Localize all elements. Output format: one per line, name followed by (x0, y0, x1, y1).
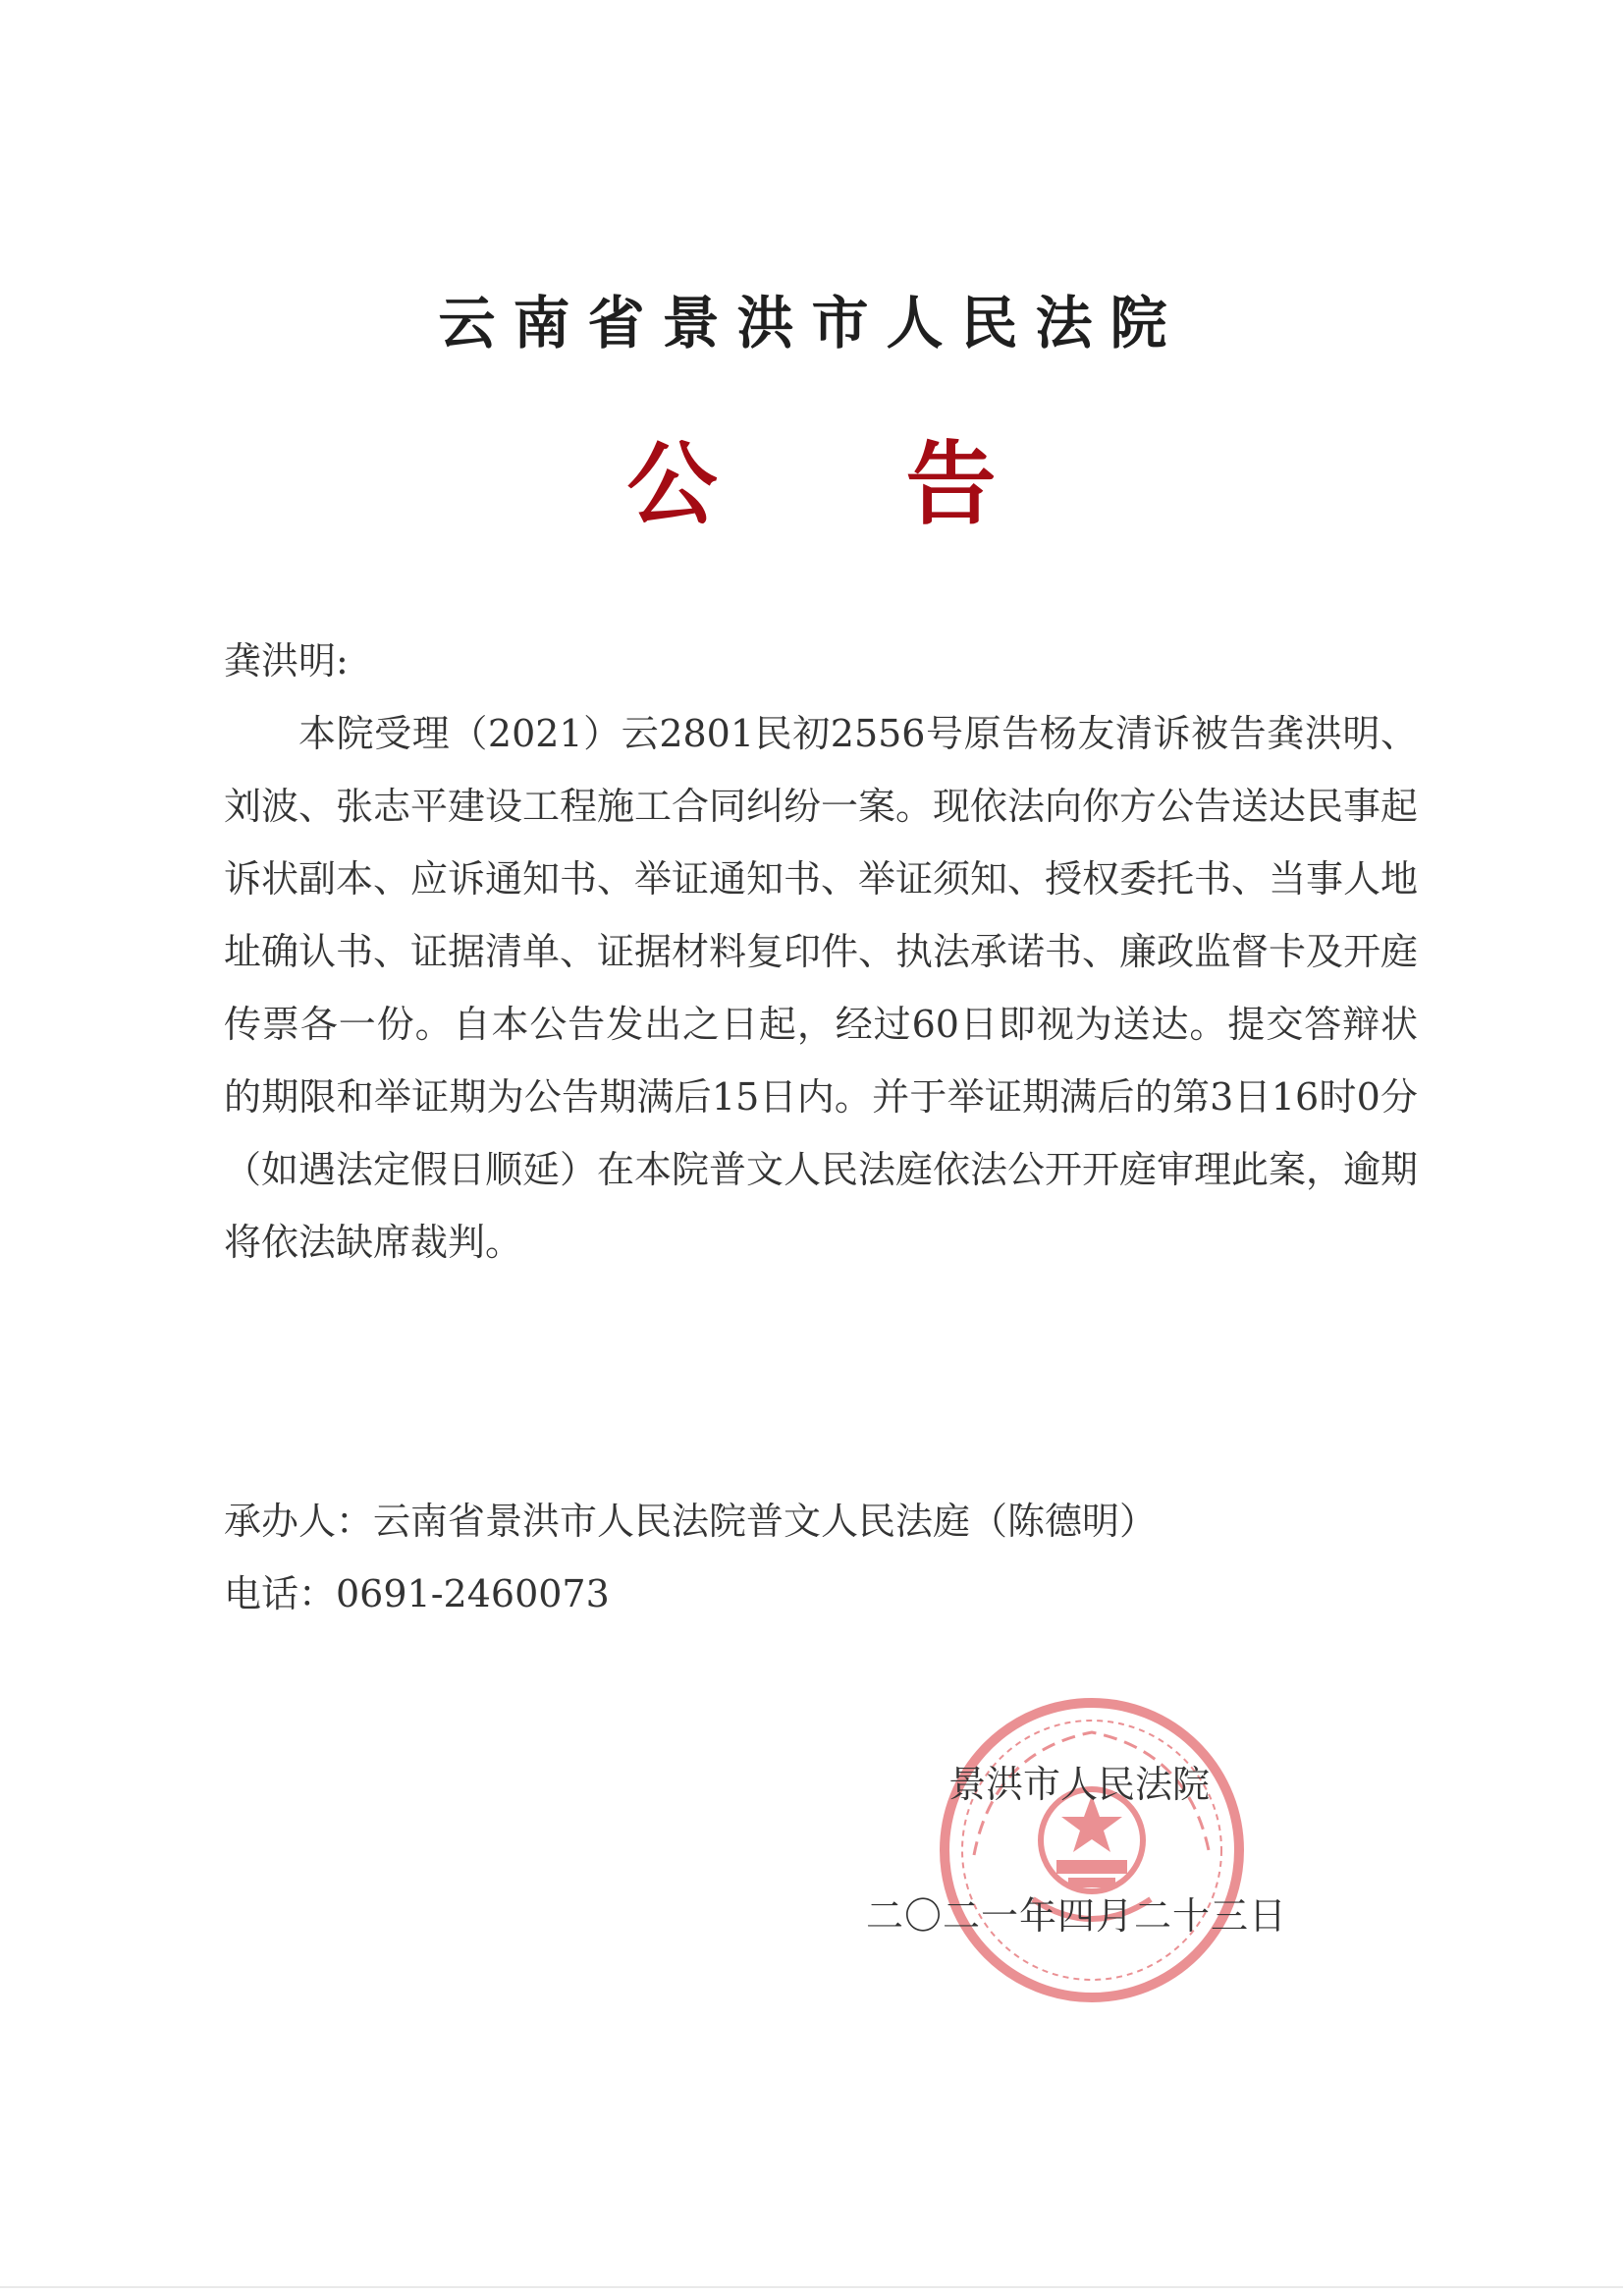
recipient-name: 龚洪明: (224, 639, 349, 683)
phone-line: 电话：0691-2460073 (224, 1572, 610, 1615)
handler-line: 承办人：云南省景洪市人民法院普文人民法庭（陈德明） (224, 1500, 1158, 1543)
signature-court: 景洪市人民法院 (948, 1763, 1211, 1806)
court-seal-icon (935, 1693, 1249, 2007)
court-name-heading: 云南省景洪市人民法院 (438, 290, 1185, 356)
document-title-char-1: 公 (626, 432, 718, 537)
document-title-char-2: 告 (905, 432, 997, 537)
notice-body: 本院受理（2021）云2801民初2556号原告杨友清诉被告龚洪明、刘波、张志平建设工程施工合同纠纷一案。现依法向你方公告送达民事起诉状副本、应诉通知书、举证通知书、举证须知、授权委托书、当事人地址确认书、证据清单、证据材料复印件、执法承诺书、廉政监督卡及开庭传票各一份。自本公告发出之日起，经过60日即视为送达。提交答辩状的期限和举证期为公告期满后15日内。并于举证期满后的第3日16时0分（如遇法定假日顺延）在本院普文人民法庭依法公开开庭审理此案，逾期将依法缺席裁判。 (224, 712, 1419, 1264)
page-bottom-edge (0, 2286, 1623, 2288)
document-title (0, 412, 1623, 542)
signature-date: 二〇二一年四月二十三日 (866, 1894, 1288, 1938)
